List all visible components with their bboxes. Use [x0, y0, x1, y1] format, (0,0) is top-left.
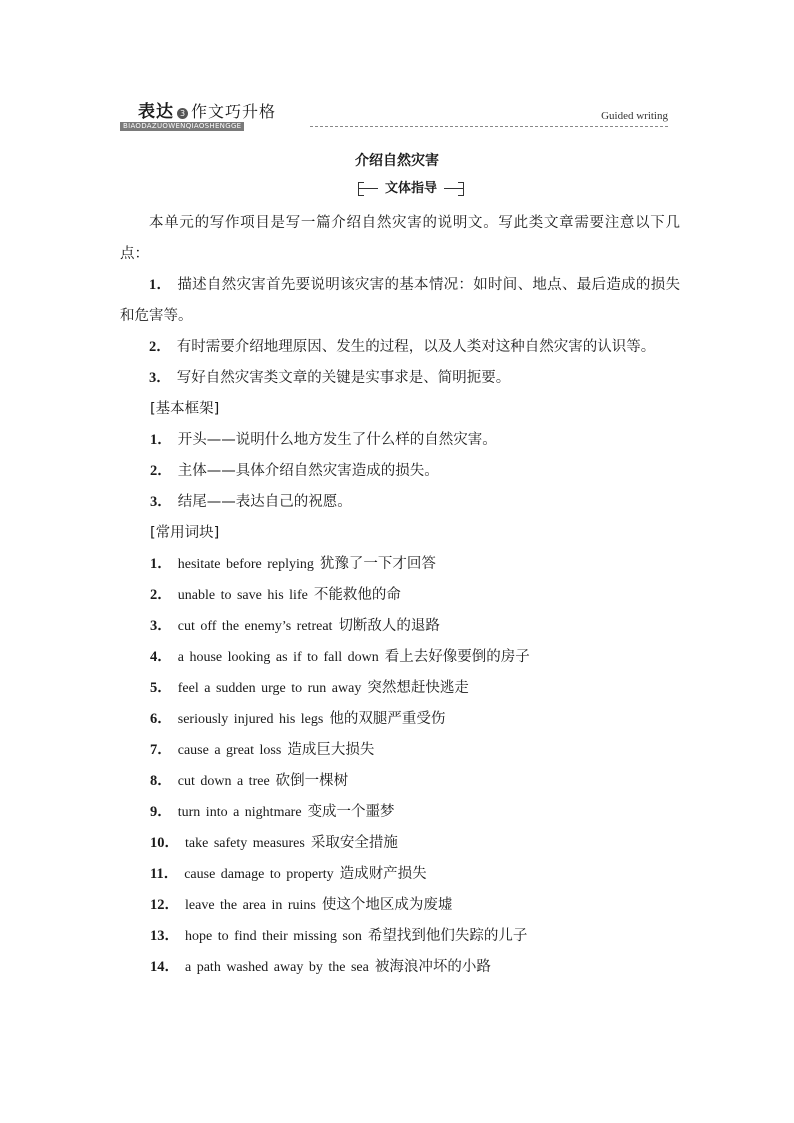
phrase-number: 7． [150, 742, 172, 758]
framework-item [120, 425, 680, 456]
phrase-item [120, 704, 680, 735]
phrase-item [120, 766, 680, 797]
section-heading-label: 文体指导 [378, 180, 444, 198]
section-heading-cap-right [458, 182, 464, 196]
phrase-item [120, 642, 680, 673]
phrase-number: 11． [150, 866, 179, 882]
phrase-item [120, 611, 680, 642]
phrase-english: hope to find their missing son [185, 929, 362, 944]
phrase-chinese: 希望找到他们失踪的儿子 [367, 928, 528, 944]
brand-main-text: 表达 [138, 102, 174, 122]
phrase-list [120, 549, 680, 983]
phrase-english: a house looking as if to fall down [177, 650, 379, 665]
phrase-item [120, 952, 680, 983]
phrase-chinese: 造成巨大损失 [287, 742, 375, 758]
phrase-chinese: 变成一个噩梦 [307, 804, 395, 820]
phrase-number: 10． [150, 835, 179, 851]
phrase-item [120, 797, 680, 828]
phrase-item [120, 859, 680, 890]
phrase-english: take safety measures [185, 836, 305, 851]
header-divider [310, 126, 668, 127]
phrase-chinese: 切断敌人的退路 [338, 618, 440, 634]
phrase-number: 1． [150, 556, 172, 572]
phrase-item [120, 921, 680, 952]
phrase-chinese: 采取安全措施 [310, 835, 398, 851]
phrase-english: seriously injured his legs [177, 712, 324, 727]
phrase-number: 13． [150, 928, 179, 944]
phrases-heading: [常用词块] [150, 525, 220, 541]
item-number: 3． [150, 494, 172, 510]
point-text: 写好自然灾害类文章的关键是实事求是、简明扼要。 [176, 370, 511, 386]
document-title: 介绍自然灾害 [355, 153, 439, 169]
phrase-number: 4． [150, 649, 172, 665]
brand-logo [138, 100, 276, 122]
point-text: 有时需要介绍地理原因、发生的过程，以及人类对这种自然灾害的认识等。 [176, 339, 656, 355]
point-number: 3． [149, 370, 171, 386]
phrase-number: 6． [150, 711, 172, 727]
phrase-chinese: 看上去好像要倒的房子 [384, 649, 530, 665]
item-text: 结尾——表达自己的祝愿。 [177, 494, 352, 510]
phrase-chinese: 使这个地区成为废墟 [321, 897, 453, 913]
framework-item [120, 456, 680, 487]
guide-point [120, 270, 680, 332]
framework-heading: [基本框架] [150, 401, 220, 417]
brand-number-badge: 3 [177, 108, 188, 119]
phrase-item [120, 890, 680, 921]
point-number: 1． [149, 277, 172, 293]
document-body [120, 208, 680, 983]
point-number: 2． [149, 339, 171, 355]
guide-point [120, 363, 680, 394]
phrase-item [120, 828, 680, 859]
phrase-english: feel a sudden urge to run away [177, 681, 362, 696]
framework-item [120, 487, 680, 518]
section-heading-cap-left [358, 182, 364, 196]
intro-paragraph: 本单元的写作项目是写一篇介绍自然灾害的说明文。写此类文章需要注意以下几点： [120, 215, 680, 262]
phrase-english: cause damage to property [184, 867, 334, 882]
phrase-chinese: 犹豫了一下才回答 [319, 556, 436, 572]
phrase-english: cut down a tree [177, 774, 270, 789]
phrase-english: unable to save his life [177, 588, 308, 603]
item-text: 开头——说明什么地方发生了什么样的自然灾害。 [177, 432, 497, 448]
section-heading [358, 180, 464, 198]
phrase-english: leave the area in ruins [185, 898, 316, 913]
phrase-number: 14． [150, 959, 179, 975]
phrase-item [120, 673, 680, 704]
phrase-number: 12． [150, 897, 179, 913]
phrase-number: 2． [150, 587, 172, 603]
item-number: 2． [150, 463, 172, 479]
phrase-english: cause a great loss [177, 743, 282, 758]
phrase-chinese: 突然想赶快逃走 [367, 680, 469, 696]
phrase-english: cut off the enemy’s retreat [177, 619, 333, 634]
phrase-number: 5． [150, 680, 172, 696]
phrase-english: turn into a nightmare [177, 805, 302, 820]
phrase-item [120, 580, 680, 611]
phrase-item [120, 549, 680, 580]
phrase-item [120, 735, 680, 766]
item-text: 主体——具体介绍自然灾害造成的损失。 [177, 463, 439, 479]
header-section-label: Guided writing [601, 110, 668, 122]
phrase-number: 3． [150, 618, 172, 634]
phrase-number: 9． [150, 804, 172, 820]
phrase-chinese: 造成财产损失 [339, 866, 427, 882]
phrase-chinese: 不能救他的命 [313, 587, 401, 603]
page-header [120, 100, 668, 132]
phrase-chinese: 砍倒一棵树 [275, 773, 349, 789]
phrase-chinese: 被海浪冲坏的小路 [374, 959, 491, 975]
phrase-number: 8． [150, 773, 172, 789]
phrase-chinese: 他的双腿严重受伤 [329, 711, 446, 727]
brand-sub-text: 作文巧升格 [191, 102, 277, 121]
point-text: 描述自然灾害首先要说明该灾害的基本情况：如时间、地点、最后造成的损失和危害等。 [120, 277, 681, 324]
phrase-english: a path washed away by the sea [185, 960, 369, 975]
phrase-english: hesitate before replying [177, 557, 314, 572]
brand-pinyin-strip: BIAODAZUOWENQIAOSHENGGE [120, 122, 244, 131]
item-number: 1． [150, 432, 172, 448]
guide-point [120, 332, 680, 363]
